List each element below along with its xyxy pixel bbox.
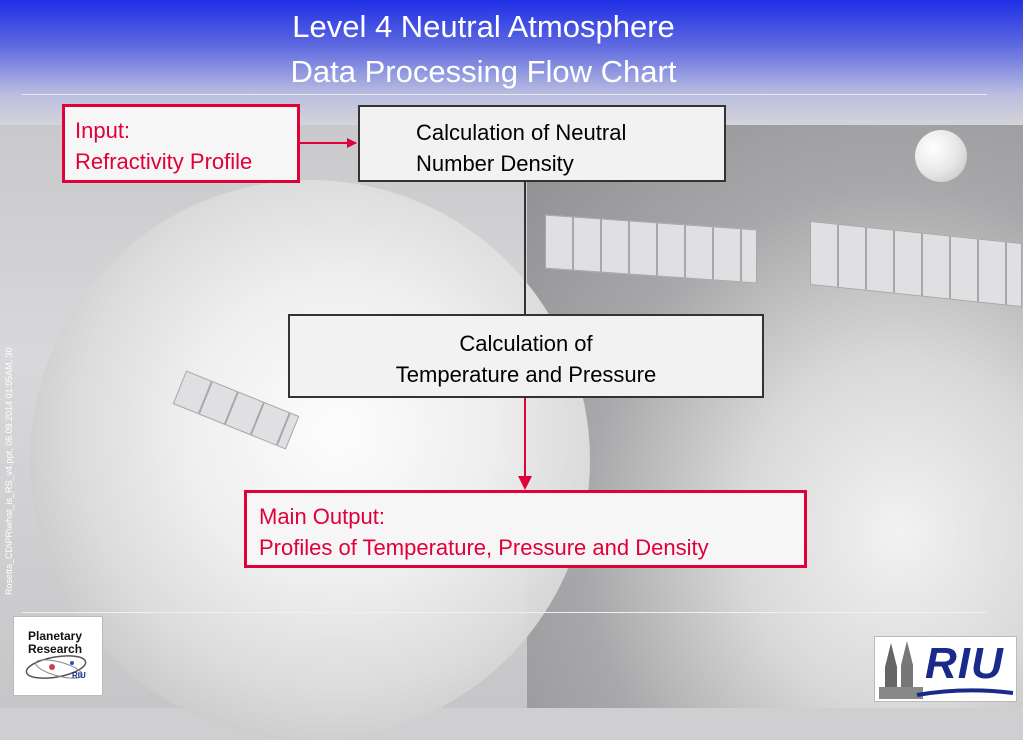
file-reference-text: Rosetta_CD\PR\what_is_RS_v4.ppt, 06.09.2014 01:05AM, 30 (4, 347, 14, 595)
planetary-logo-small: RIU (72, 671, 86, 680)
slide-title-line1: Level 4 Neutral Atmosphere (292, 9, 675, 44)
planetary-logo-line2: Research (28, 642, 83, 656)
input-box (62, 104, 300, 183)
riu-swoosh-icon (915, 687, 1015, 699)
riu-logo-text: RIU (925, 639, 1004, 688)
temperature-line2: Temperature and Pressure (395, 362, 657, 387)
output-value: Profiles of Temperature, Pressure and Density (259, 535, 709, 560)
density-calculation-box (358, 105, 726, 182)
arrow-temperature-to-output (518, 398, 532, 490)
temperature-pressure-box (288, 314, 764, 398)
main-output-box (244, 490, 807, 568)
riu-logo (874, 636, 1017, 702)
planetary-logo-line1: Planetary (28, 629, 83, 643)
temperature-line1: Calculation of (459, 331, 593, 356)
orbit-icon (14, 617, 102, 695)
density-line1: Calculation of Neutral (416, 120, 627, 145)
input-label: Input: (75, 118, 131, 143)
density-line2: Number Density (416, 151, 574, 176)
input-value: Refractivity Profile (75, 149, 253, 174)
output-label: Main Output: (259, 504, 385, 529)
slide-title-line2: Data Processing Flow Chart (290, 54, 677, 89)
planetary-research-logo (13, 616, 103, 696)
